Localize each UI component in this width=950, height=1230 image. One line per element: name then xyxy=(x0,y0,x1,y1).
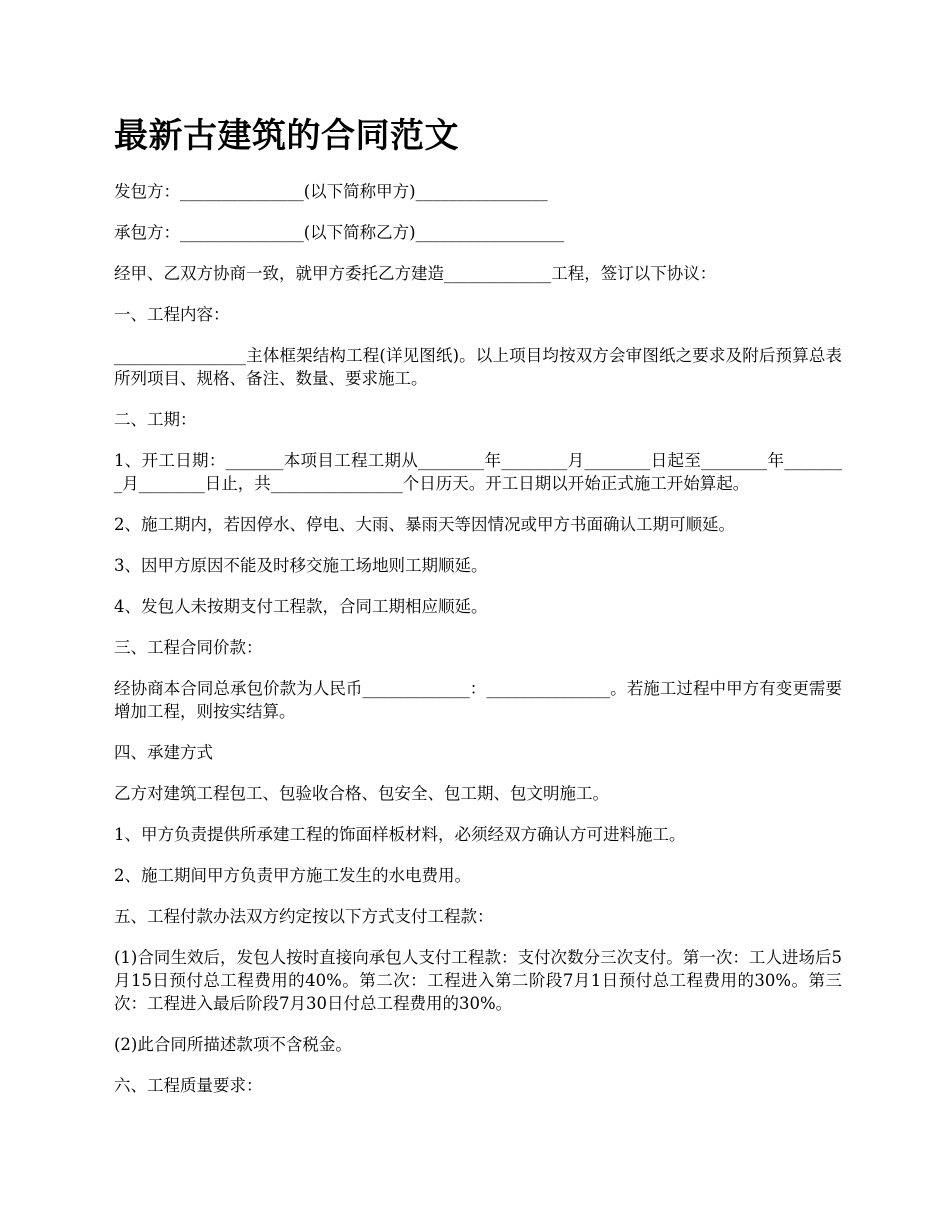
section-heading-payment: 五、工程付款办法双方约定按以下方式支付工程款： xyxy=(114,907,494,926)
section-heading-method: 四、承建方式 xyxy=(114,743,213,762)
section-heading-schedule: 二、工期： xyxy=(114,410,197,429)
paragraph-schedule-4: 4、发包人未按期支付工程款，合同工期相应顺延。 xyxy=(114,597,488,616)
paragraph-price: 经协商本合同总承包价款为人民币_____________：_______________。若施工过程中甲方有变更需要增加工程，则按实结算。 xyxy=(114,679,842,721)
document-page xyxy=(114,112,842,1115)
paragraph-method-2: 2、施工期间甲方负责甲方施工发生的水电费用。 xyxy=(114,866,471,885)
paragraph-content: ________________主体框架结构工程(详见图纸)。以上项目均按双方会审图纸之要求及附后预算总表所列项目、规格、备注、数量、要求施工。 xyxy=(114,346,842,388)
paragraph-payment-1: (1)合同生效后，发包人按时直接向承包人支付工程款：支付次数分三次支付。第一次：工人进场后5月15日预付总工程费用的40%。第二次：工程进入第二阶段7月1日预付总工程费用的30%。第三次：工程进入最后阶段7月30日付总工程费用的30%。 xyxy=(114,948,842,1013)
paragraph-schedule-2: 2、施工期内，若因停水、停电、大雨、暴雨天等因情况或甲方书面确认工期可顺延。 xyxy=(114,515,735,534)
paragraph-method: 乙方对建筑工程包工、包验收合格、包安全、包工期、包文明施工。 xyxy=(114,784,609,803)
document-title: 最新古建筑的合同范文 xyxy=(114,116,459,156)
paragraph-contractee-party: 承包方：_______________(以下简称乙方)__________________ xyxy=(114,223,565,242)
section-heading-quality: 六、工程质量要求： xyxy=(114,1076,263,1095)
section-heading-price: 三、工程合同价款： xyxy=(114,638,263,657)
paragraph-schedule-1: 1、开工日期：_______本项目工程工期从________年________月________日起至________年________月________日止，共________________个日历天。开工日期以开始正式施工开始算起。 xyxy=(114,451,842,493)
section-heading-content: 一、工程内容： xyxy=(114,305,230,324)
paragraph-payment-2: (2)此合同所描述款项不含税金。 xyxy=(114,1035,352,1054)
paragraph-schedule-3: 3、因甲方原因不能及时移交施工场地则工期顺延。 xyxy=(114,556,488,575)
paragraph-contractor-party: 发包方：_______________(以下简称甲方)________________ xyxy=(114,182,548,201)
paragraph-preamble: 经甲、乙双方协商一致，就甲方委托乙方建造_____________工程，签订以下协议： xyxy=(114,264,717,283)
paragraph-method-1: 1、甲方负责提供所承建工程的饰面样板材料，必须经双方确认方可进料施工。 xyxy=(114,825,686,844)
